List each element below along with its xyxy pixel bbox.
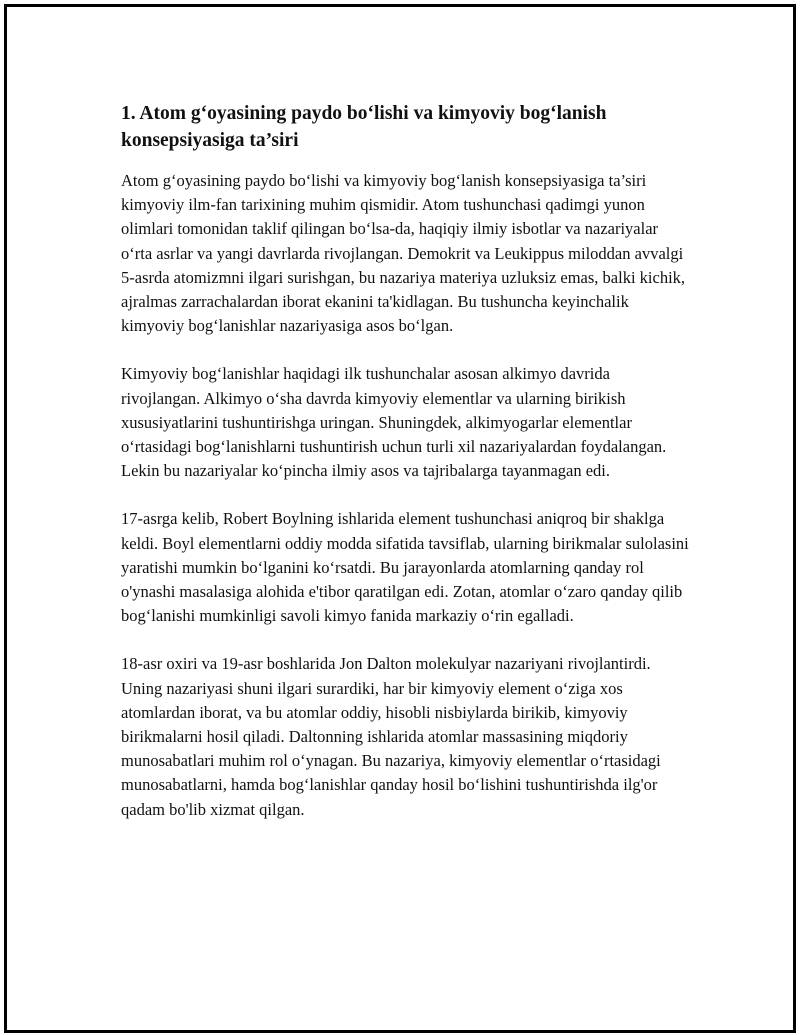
section-title: 1. Atom g‘oyasining paydo bo‘lishi va kimyoviy bog‘lanish konsepsiyasiga ta’siri [121, 103, 607, 151]
paragraph-1: Atom g‘oyasining paydo bo‘lishi va kimyoviy bog‘lanish konsepsiyasiga ta’siri kimyoviy ilm-fan tarixining muhim qismidir. Atom tushunchasi qadimgi yunon olimlari tomonidan taklif qilingan bo‘lsa-da, haqiqiy ilmiy isbotlar va nazariyalar o‘rta asrlar va yangi davrlarda rivojlangan. Demokrit va Leukippus miloddan avvalgi 5-asrda atomizmni ilgari surishgan, bu nazariya materiya uzluksiz emas, balki kichik, ajralmas zarrachalardan iborat ekanini ta'kidlagan. Bu tushuncha keyinchalik kimyoviy bog‘lanishlar nazariyasiga asos bo‘lgan. [121, 171, 686, 336]
paragraph-4: 18-asr oxiri va 19-asr boshlarida Jon Dalton molekulyar nazariyani rivojlantirdi. Uning nazariyasi shuni ilgari surardiki, har bir kimyoviy element o‘ziga xos atomlardan iborat, va bu atomlar oddiy, hisobli nisbiylarda birikib, kimyoviy birikmalarni hosil qiladi. Daltonning ishlarida atomlar massasining miqdoriy munosabatlari muhim rol o‘ynagan. Bu nazariya, kimyoviy elementlar o‘rtasidagi munosabatlarni, hamda bog‘lanishlar qanday hosil bo‘lishini tushuntirishda ilg'or qadam bo'lib xizmat qilgan. [121, 654, 661, 819]
paragraph-3: 17-asrga kelib, Robert Boylning ishlarida element tushunchasi aniqroq bir shaklga keldi. Boyl elementlarni oddiy modda sifatida tavsiflab, ularning birikmalar sulolasini yaratishi mumkin bo‘lganini ko‘rsatdi. Bu jarayonlarda atomlarning qanday rol o'ynashi masalasiga alohida e'tibor qaratilgan edi. Zotan, atomlar o‘zaro qanday qilib bog‘lanishi mumkinligi savoli kimyo fanida markaziy o‘rin egalladi. [121, 509, 689, 626]
paragraph-2: Kimyoviy bog‘lanishlar haqidagi ilk tushunchalar asosan alkimyo davrida rivojlangan. Alkimyo o‘sha davrda kimyoviy elementlar va ularning birikish xususiyatlarini tushuntirishga uringan. Shuningdek, alkimyogarlar elementlar o‘rtasidagi bog‘lanishlarni tushuntirish uchun turli xil nazariyalardan foydalangan. Lekin bu nazariyalar ko‘pincha ilmiy asos va tajribalarga tayanmagan edi. [121, 364, 667, 481]
page-frame [4, 4, 796, 1033]
document-body [121, 100, 691, 846]
